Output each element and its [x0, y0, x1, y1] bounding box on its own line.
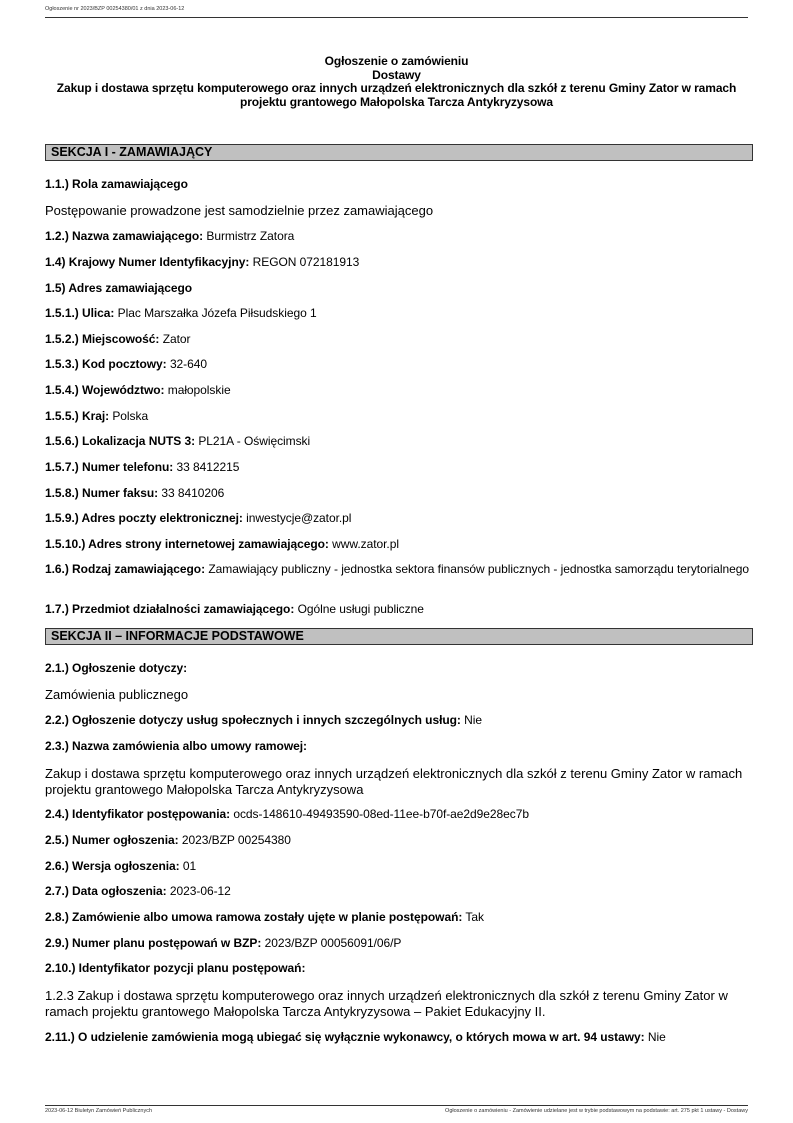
- field-value: 2023-06-12: [169, 884, 231, 898]
- field-1-1-label: [45, 178, 750, 192]
- field-label: 1.6.) Rodzaj zamawiającego:: [45, 562, 206, 576]
- field-label: 1.5.2.) Miejscowość:: [45, 332, 160, 346]
- field-2-2: [45, 714, 750, 728]
- field-2-4: [45, 808, 750, 822]
- field-2-9: [45, 937, 750, 951]
- title-line-2: Dostawy: [372, 67, 421, 82]
- field-1-5-2: [45, 333, 750, 347]
- field-label: 1.1.) Rola zamawiającego: [45, 177, 188, 191]
- field-value: Nie: [464, 713, 483, 727]
- field-1-5-10: [45, 538, 750, 552]
- field-label: 1.5.5.) Kraj:: [45, 409, 110, 423]
- field-value: 2023/BZP 00056091/06/P: [264, 936, 402, 950]
- field-2-11: [45, 1031, 750, 1045]
- field-1-7: [45, 603, 750, 617]
- field-label: 1.2.) Nazwa zamawiającego:: [45, 229, 204, 243]
- field-label: 1.5.10.) Adres strony internetowej zamawiającego:: [45, 537, 329, 551]
- field-label: 2.7.) Data ogłoszenia:: [45, 884, 167, 898]
- field-value: Plac Marszałka Józefa Piłsudskiego 1: [117, 306, 317, 320]
- field-label: 2.6.) Wersja ogłoszenia:: [45, 859, 180, 873]
- field-1-5-3: [45, 358, 750, 372]
- field-label: 1.4) Krajowy Numer Identyfikacyjny:: [45, 255, 250, 269]
- field-1-5-6: [45, 435, 750, 449]
- field-value: Zator: [162, 332, 191, 346]
- field-label: 1.5) Adres zamawiającego: [45, 281, 193, 295]
- field-2-7: [45, 885, 750, 899]
- field-value: Zamawiający publiczny - jednostka sektora finansów publicznych - jednostka samorządu terytorialnego: [208, 562, 749, 576]
- field-1-5-9: [45, 512, 750, 526]
- field-label: 2.2.) Ogłoszenie dotyczy usług społecznych i innych szczególnych usług:: [45, 713, 461, 727]
- field-label: 1.5.3.) Kod pocztowy:: [45, 357, 167, 371]
- field-2-5: [45, 834, 750, 848]
- field-value: Nie: [647, 1030, 666, 1044]
- title-line-1: Ogłoszenie o zamówieniu: [324, 54, 469, 68]
- field-2-10-label: [45, 962, 750, 976]
- field-label: 1.5.4.) Województwo:: [45, 383, 165, 397]
- field-1-5-5: [45, 410, 750, 424]
- field-1-2: [45, 230, 750, 244]
- field-label: 2.3.) Nazwa zamówienia albo umowy ramowej:: [45, 739, 307, 753]
- field-value: Ogólne usługi publiczne: [297, 602, 424, 616]
- field-2-1-value: Zamówienia publicznego: [45, 687, 189, 702]
- field-value: Burmistrz Zatora: [206, 229, 295, 243]
- field-label: 2.8.) Zamówienie albo umowa ramowa zostały ujęte w planie postępowań:: [45, 910, 463, 924]
- field-value: 32-640: [169, 357, 208, 371]
- field-value: Tak: [465, 910, 484, 924]
- page-footer: [45, 1105, 748, 1114]
- section-1-heading: SEKCJA I - ZAMAWIAJĄCY: [45, 144, 753, 161]
- field-value: małopolskie: [167, 383, 231, 397]
- field-label: 2.10.) Identyfikator pozycji planu postępowań:: [45, 961, 306, 975]
- field-value: Polska: [112, 409, 149, 423]
- footer-right: Ogłoszenie o zamówieniu - Zamówienie udzielane jest w trybie podstawowym na podstawie: art. 275 pkt 1 ustawy - Dostawy: [445, 1108, 748, 1114]
- page-header: [45, 5, 748, 18]
- email-link[interactable]: inwestycje@zator.pl: [246, 511, 352, 525]
- field-label: 2.11.) O udzielenie zamówienia mogą ubiegać się wyłącznie wykonawcy, o których mowa w art. 94 ustawy:: [45, 1030, 645, 1044]
- field-2-3-value: Zakup i dostawa sprzętu komputerowego oraz innych urządzeń elektronicznych dla szkół z terenu Gminy Zator w ramach projektu grantowego Małopolska Tarcza Antykryzysowa: [45, 766, 743, 797]
- field-1-5-4: [45, 384, 750, 398]
- field-1-5-8: [45, 487, 750, 501]
- website-link[interactable]: www.zator.pl: [332, 537, 399, 551]
- field-label: 2.5.) Numer ogłoszenia:: [45, 833, 179, 847]
- field-label: 1.5.9.) Adres poczty elektronicznej:: [45, 511, 243, 525]
- field-1-5-1: [45, 307, 750, 321]
- field-1-5-7: [45, 461, 750, 475]
- field-2-8: [45, 911, 750, 925]
- field-value: 2023/BZP 00254380: [181, 833, 291, 847]
- field-label: 2.9.) Numer planu postępowań w BZP:: [45, 936, 262, 950]
- field-1-5: [45, 282, 750, 296]
- field-2-1-label: [45, 662, 750, 676]
- field-2-6: [45, 860, 750, 874]
- field-1-1-value: Postępowanie prowadzone jest samodzielnie przez zamawiającego: [45, 203, 434, 218]
- field-value: PL21A - Oświęcimski: [198, 434, 311, 448]
- field-label: 1.7.) Przedmiot działalności zamawiającego:: [45, 602, 295, 616]
- field-label: 2.4.) Identyfikator postępowania:: [45, 807, 231, 821]
- field-value: 01: [182, 859, 197, 873]
- section-2-heading: SEKCJA II – INFORMACJE PODSTAWOWE: [45, 628, 753, 645]
- document-title: [40, 55, 753, 109]
- field-1-4: [45, 256, 750, 270]
- field-value: 33 8410206: [161, 486, 225, 500]
- field-label: 1.5.7.) Numer telefonu:: [45, 460, 174, 474]
- title-line-3: Zakup i dostawa sprzętu komputerowego oraz innych urządzeń elektronicznych dla szkół z terenu Gminy Zator w ramach projektu grantowego Małopolska Tarcza Antykryzysowa: [56, 81, 737, 109]
- field-label: 2.1.) Ogłoszenie dotyczy:: [45, 661, 188, 675]
- field-label: 1.5.1.) Ulica:: [45, 306, 115, 320]
- field-2-3-label: [45, 740, 750, 754]
- footer-left: 2023-06-12 Biuletyn Zamówień Publicznych: [45, 1108, 153, 1114]
- field-label: 1.5.6.) Lokalizacja NUTS 3:: [45, 434, 196, 448]
- announcement-number: Ogłoszenie nr 2023/BZP 00254380/01 z dnia 2023-06-12: [45, 6, 185, 12]
- field-1-6: [45, 563, 750, 577]
- field-value: 33 8412215: [176, 460, 240, 474]
- field-value: ocds-148610-49493590-08ed-11ee-b70f-ae2d9e28ec7b: [233, 807, 529, 821]
- field-2-10-value: 1.2.3 Zakup i dostawa sprzętu komputerowego oraz innych urządzeń elektronicznych dla szkół z terenu Gminy Zator w ramach projektu grantowego Małopolska Tarcza Antykryzysowa – Pakiet Edukacyjny II.: [45, 988, 728, 1019]
- field-label: 1.5.8.) Numer faksu:: [45, 486, 159, 500]
- field-value: REGON 072181913: [252, 255, 360, 269]
